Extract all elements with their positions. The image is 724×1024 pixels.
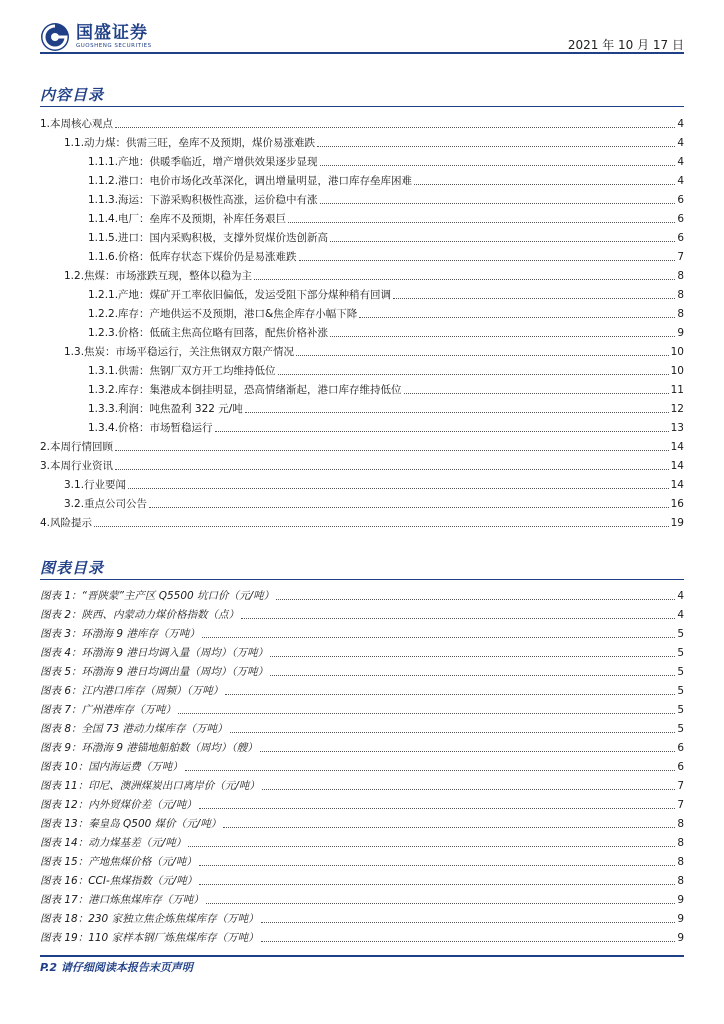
toc-entry-page: 12 — [670, 403, 684, 415]
dot-leader — [115, 469, 669, 470]
figure-entry[interactable] — [40, 869, 684, 888]
page-header — [0, 0, 724, 60]
figure-entry-page: 9 — [677, 894, 684, 906]
figure-entry-page: 8 — [677, 818, 684, 830]
toc-entry-page: 10 — [670, 346, 684, 358]
toc-entry[interactable] — [40, 264, 684, 283]
figure-entry-page: 5 — [677, 685, 684, 697]
dot-leader — [330, 336, 675, 337]
list-of-figures — [40, 584, 684, 945]
dot-leader — [115, 127, 675, 128]
toc-entry[interactable] — [40, 397, 684, 416]
toc-entry-title: 1.1.2.港口：电价市场化改革深化，调出增量明显，港口库存垒库困难 — [88, 175, 413, 187]
dot-leader — [188, 846, 675, 847]
figure-entry-title: 图表 19：110 家样本钢厂炼焦煤库存（万吨） — [40, 932, 259, 944]
figures-title: 图表目录 — [40, 559, 105, 577]
figure-entry-page: 6 — [677, 742, 684, 754]
toc-entry-page: 13 — [670, 422, 684, 434]
dot-leader — [199, 808, 676, 809]
toc-entry-page: 4 — [677, 175, 684, 187]
dot-leader — [404, 393, 669, 394]
dot-leader — [320, 165, 676, 166]
toc-entry-page: 19 — [670, 517, 684, 529]
dot-leader — [278, 374, 669, 375]
dot-leader — [414, 184, 675, 185]
figure-entry-page: 9 — [677, 913, 684, 925]
dot-leader — [94, 526, 669, 527]
dot-leader — [206, 903, 676, 904]
figure-entry-page: 4 — [677, 590, 684, 602]
dot-leader — [262, 789, 676, 790]
figure-entry-title: 图表 10：国内海运费（万吨） — [40, 761, 183, 773]
dot-leader — [320, 203, 676, 204]
toc-entry-title: 1.1.3.海运：下游采购积极性高涨，运价稳中有涨 — [88, 194, 318, 206]
dot-leader — [245, 412, 669, 413]
figure-entry-page: 5 — [677, 647, 684, 659]
toc-entry-title: 1.2.焦煤：市场涨跌互现，整体以稳为主 — [64, 270, 253, 282]
toc-entry-title: 1.2.2.库存：产地供运不及预期，港口&焦企库存小幅下降 — [88, 308, 358, 320]
figure-entry-title: 图表 2：陕西、内蒙动力煤价格指数（点） — [40, 609, 240, 621]
figure-entry[interactable] — [40, 698, 684, 717]
toc-entry[interactable] — [40, 131, 684, 150]
toc-entry-title: 1.1.4.电厂：垒库不及预期，补库任务艰巨 — [88, 213, 287, 225]
figure-entry[interactable] — [40, 736, 684, 755]
figure-entry-title: 图表 3：环渤海 9 港库存（万吨） — [40, 628, 200, 640]
figure-entry[interactable] — [40, 888, 684, 907]
dot-leader — [270, 675, 675, 676]
dot-leader — [330, 241, 675, 242]
dot-leader — [230, 732, 676, 733]
dot-leader — [296, 355, 669, 356]
toc-entry[interactable] — [40, 188, 684, 207]
toc-entry-page: 9 — [677, 327, 684, 339]
dot-leader — [115, 450, 669, 451]
toc-entry-page: 4 — [677, 118, 684, 130]
toc-entry[interactable] — [40, 435, 684, 454]
toc-entry[interactable] — [40, 112, 684, 131]
figure-entry[interactable] — [40, 641, 684, 660]
figure-entry[interactable] — [40, 774, 684, 793]
toc-entry[interactable] — [40, 321, 684, 340]
dot-leader — [359, 317, 675, 318]
dot-leader — [225, 694, 675, 695]
toc-entry-title: 1.3.3.利润：吨焦盈利 322 元/吨 — [88, 403, 243, 415]
toc-entry-title: 3.1.行业要闻 — [64, 479, 127, 491]
dot-leader — [149, 507, 669, 508]
dot-leader — [276, 599, 675, 600]
guosheng-logo-icon — [40, 22, 70, 52]
toc-entry[interactable] — [40, 492, 684, 511]
toc-entry[interactable] — [40, 226, 684, 245]
dot-leader — [241, 618, 675, 619]
figure-entry-title: 图表 8：全国 73 港动力煤库存（万吨） — [40, 723, 228, 735]
figure-entry[interactable] — [40, 717, 684, 736]
toc-entry-page: 14 — [670, 441, 684, 453]
figure-entry[interactable] — [40, 622, 684, 641]
footer-disclaimer: P.2 请仔细阅读本报告末页声明 — [40, 961, 193, 974]
figure-entry[interactable] — [40, 793, 684, 812]
dot-leader — [260, 751, 676, 752]
dot-leader — [223, 827, 675, 828]
toc-entry-title: 4.风险提示 — [40, 517, 93, 529]
figure-entry[interactable] — [40, 584, 684, 603]
toc-entry-page: 6 — [677, 194, 684, 206]
toc-entry[interactable] — [40, 511, 684, 530]
toc-entry-title: 1.2.3.价格：低硫主焦高位略有回落，配焦价格补涨 — [88, 327, 329, 339]
toc-entry-title: 1.3.1.供需：焦钢厂双方开工均维持低位 — [88, 365, 276, 377]
toc-entry[interactable] — [40, 454, 684, 473]
figure-entry-page: 9 — [677, 932, 684, 944]
dot-leader — [185, 770, 676, 771]
figure-entry-page: 8 — [677, 875, 684, 887]
figure-entry-title: 图表 16：CCI-焦煤指数（元/吨） — [40, 875, 198, 887]
toc-entry-page: 10 — [670, 365, 684, 377]
dot-leader — [202, 637, 675, 638]
toc-entry[interactable] — [40, 169, 684, 188]
toc-entry-page: 16 — [670, 498, 684, 510]
figure-entry-title: 图表 9：环渤海 9 港锚地船舶数（周均）（艘） — [40, 742, 258, 754]
toc-entry[interactable] — [40, 283, 684, 302]
figure-entry-title: 图表 4：环渤海 9 港日均调入量（周均）（万吨） — [40, 647, 269, 659]
toc-entry[interactable] — [40, 416, 684, 435]
toc-entry-page: 8 — [677, 289, 684, 301]
figure-entry-page: 7 — [677, 780, 684, 792]
figure-entry-page: 5 — [677, 666, 684, 678]
figure-entry-title: 图表 17：港口炼焦煤库存（万吨） — [40, 894, 204, 906]
brand-name-cn: 国盛证券 — [76, 23, 148, 43]
toc-entry-title: 1.3.4.价格：市场暂稳运行 — [88, 422, 213, 434]
dot-leader — [128, 488, 669, 489]
figure-entry-page: 6 — [677, 761, 684, 773]
toc-entry[interactable] — [40, 150, 684, 169]
figure-entry-title: 图表 11：印尼、澳洲煤炭出口离岸价（元/吨） — [40, 780, 260, 792]
toc-entry-title: 1.3.焦炭：市场平稳运行，关注焦钢双方限产情况 — [64, 346, 295, 358]
toc-entry-page: 8 — [677, 308, 684, 320]
figure-entry-title: 图表 5：环渤海 9 港日均调出量（周均）（万吨） — [40, 666, 269, 678]
figure-entry-title: 图表 12：内外贸煤价差（元/吨） — [40, 799, 197, 811]
toc-entry[interactable] — [40, 245, 684, 264]
figure-entry-title: 图表 7：广州港库存（万吨） — [40, 704, 177, 716]
figure-entry[interactable] — [40, 679, 684, 698]
table-of-contents — [40, 112, 684, 530]
toc-entry[interactable] — [40, 207, 684, 226]
toc-entry-page: 8 — [677, 270, 684, 282]
figure-entry-page: 7 — [677, 799, 684, 811]
dot-leader — [317, 146, 675, 147]
toc-entry-page: 4 — [677, 156, 684, 168]
toc-title: 内容目录 — [40, 86, 105, 104]
figure-entry-page: 8 — [677, 856, 684, 868]
toc-entry[interactable] — [40, 378, 684, 397]
toc-entry-title: 3.2.重点公司公告 — [64, 498, 148, 510]
toc-entry-page: 6 — [677, 232, 684, 244]
toc-entry-title: 2.本周行情回顾 — [40, 441, 114, 453]
figure-entry[interactable] — [40, 812, 684, 831]
brand-name-en: GUOSHENG SECURITIES — [76, 43, 152, 49]
toc-entry-page: 11 — [670, 384, 684, 396]
dot-leader — [261, 941, 676, 942]
figure-entry[interactable] — [40, 926, 684, 945]
figure-entry-page: 5 — [677, 704, 684, 716]
report-date: 2021 年 10 月 17 日 — [567, 38, 684, 52]
figure-entry-page: 4 — [677, 609, 684, 621]
figure-entry-title: 图表 14：动力煤基差（元/吨） — [40, 837, 187, 849]
toc-entry-title: 3.本周行业资讯 — [40, 460, 114, 472]
toc-entry-title: 1.3.2.库存：集港成本倒挂明显，恐高情绪渐起，港口库存维持低位 — [88, 384, 402, 396]
dot-leader — [215, 431, 669, 432]
dot-leader — [270, 656, 675, 657]
toc-entry[interactable] — [40, 359, 684, 378]
footer-divider — [40, 955, 684, 957]
figure-entry[interactable] — [40, 603, 684, 622]
toc-title-divider — [40, 106, 684, 107]
dot-leader — [254, 279, 675, 280]
header-divider — [40, 52, 684, 54]
toc-entry-title: 1.2.1.产地：煤矿开工率依旧偏低，发运受阻下部分煤种稍有回调 — [88, 289, 392, 301]
toc-entry-page: 6 — [677, 213, 684, 225]
figure-entry[interactable] — [40, 755, 684, 774]
toc-entry-title: 1.1.5.进口：国内采购积极，支撑外贸煤价迭创新高 — [88, 232, 329, 244]
toc-entry-title: 1.本周核心观点 — [40, 118, 114, 130]
dot-leader — [393, 298, 675, 299]
figure-entry[interactable] — [40, 907, 684, 926]
figure-entry-title: 图表 15：产地焦煤价格（元/吨） — [40, 856, 197, 868]
toc-entry-title: 1.1.6.价格：低库存状态下煤价仍是易涨难跌 — [88, 251, 297, 263]
toc-entry[interactable] — [40, 340, 684, 359]
toc-entry-title: 1.1.动力煤：供需三旺，垒库不及预期，煤价易涨难跌 — [64, 137, 316, 149]
figure-entry[interactable] — [40, 831, 684, 850]
toc-entry[interactable] — [40, 473, 684, 492]
figure-entry[interactable] — [40, 660, 684, 679]
toc-entry-page: 14 — [670, 460, 684, 472]
figure-entry[interactable] — [40, 850, 684, 869]
dot-leader — [199, 865, 676, 866]
dot-leader — [299, 260, 676, 261]
dot-leader — [261, 922, 676, 923]
figure-entry-page: 5 — [677, 723, 684, 735]
figure-entry-title: 图表 13：秦皇岛 Q500 煤价（元/吨） — [40, 818, 222, 830]
toc-entry-page: 7 — [677, 251, 684, 263]
figure-entry-title: 图表 18：230 家独立焦企炼焦煤库存（万吨） — [40, 913, 259, 925]
dot-leader — [199, 884, 675, 885]
toc-entry-page: 14 — [670, 479, 684, 491]
toc-entry-title: 1.1.1.产地：供暖季临近，增产增供效果逐步显现 — [88, 156, 318, 168]
brand-logo — [40, 22, 152, 52]
dot-leader — [178, 713, 675, 714]
figure-entry-title: 图表 1：“晋陕蒙”主产区 Q5500 坑口价（元/吨） — [40, 590, 275, 602]
figure-entry-page: 5 — [677, 628, 684, 640]
figure-entry-page: 8 — [677, 837, 684, 849]
toc-entry-page: 4 — [677, 137, 684, 149]
toc-entry[interactable] — [40, 302, 684, 321]
figures-title-divider — [40, 579, 684, 580]
figure-entry-title: 图表 6：江内港口库存（周频）（万吨） — [40, 685, 224, 697]
dot-leader — [288, 222, 675, 223]
